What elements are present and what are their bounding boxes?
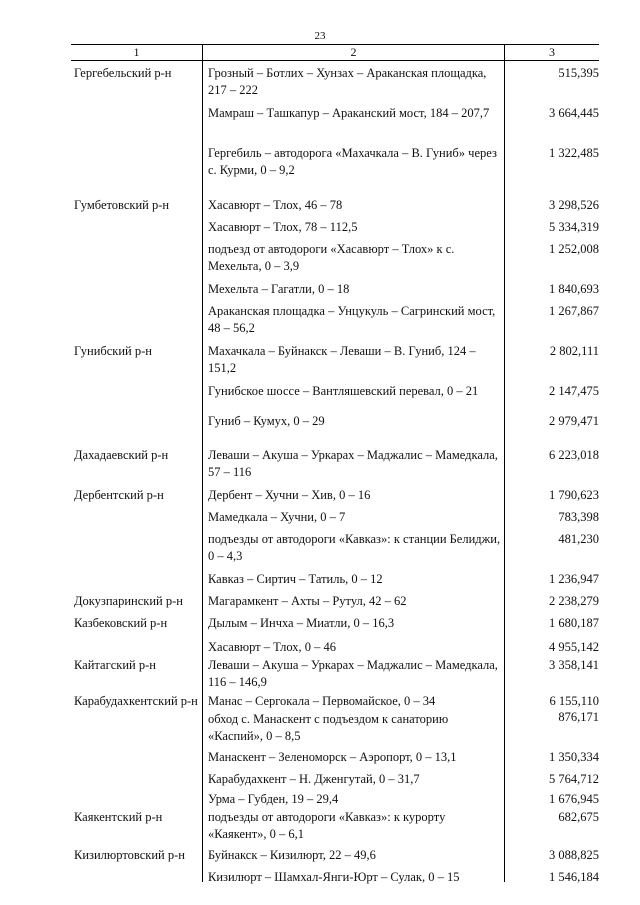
district-cell: Дахадаевский р-н	[74, 448, 169, 462]
value-cell: 5 764,712	[549, 772, 599, 786]
value-cell: 1 790,623	[549, 488, 599, 502]
value-cell: 1 252,008	[549, 242, 599, 256]
district-cell: Казбековский р-н	[74, 616, 168, 630]
value-cell: 3 664,445	[549, 106, 599, 120]
road-cell: Дербент – Хучни – Хив, 0 – 16	[208, 488, 371, 502]
road-cell: Мамедкала – Хучни, 0 – 7	[208, 510, 346, 524]
value-cell: 682,675	[558, 810, 599, 824]
road-cell: Гунибское шоссе – Вантляшевский перевал, 0 – 21	[208, 384, 479, 398]
district-cell: Кизилюртовский р-н	[74, 848, 185, 862]
road-cell: Магарамкент – Ахты – Рутул, 42 – 62	[208, 594, 407, 608]
value-cell: 3 358,141	[549, 658, 599, 672]
value-cell: 1 680,187	[549, 616, 599, 630]
road-cell: обход с. Манаскент с подъездом к санаторию «Каспий», 0 – 8,5	[208, 712, 449, 743]
header-col-3: 3	[504, 45, 599, 60]
value-cell: 4 955,142	[549, 640, 599, 654]
value-cell: 5 334,319	[549, 220, 599, 234]
header-col-2: 2	[202, 45, 504, 60]
district-cell: Карабудахкентский р-н	[74, 694, 198, 708]
header-col-1: 1	[133, 45, 140, 59]
district-cell: Гунибский р-н	[74, 344, 152, 358]
road-cell: Леваши – Акуша – Уркарах – Маджалис – Мамедкала, 116 – 146,9	[208, 658, 498, 689]
district-cell: Докузпаринский р-н	[74, 594, 183, 608]
road-cell: Грозный – Ботлих – Хунзах – Араканская площадка, 217 – 222	[208, 66, 487, 97]
road-cell: Урма – Губден, 19 – 29,4	[208, 792, 339, 806]
value-cell: 2 979,471	[549, 414, 599, 428]
value-cell: 1 676,945	[549, 792, 599, 806]
value-cell: 1 236,947	[549, 572, 599, 586]
value-cell: 6 155,110	[549, 694, 599, 708]
road-cell: Леваши – Акуша – Уркарах – Маджалис – Мамедкала, 57 – 116	[208, 448, 498, 479]
roads-table	[71, 44, 599, 882]
road-cell: подъезды от автодороги «Кавказ»: к курорту «Каякент», 0 – 6,1	[208, 810, 446, 841]
district-cell: Кайтагский р-н	[74, 658, 156, 672]
value-cell: 2 802,111	[549, 344, 599, 358]
value-cell: 2 238,279	[549, 594, 599, 608]
road-cell: Хасавюрт – Тлох, 78 – 112,5	[208, 220, 358, 234]
value-cell: 3 088,825	[549, 848, 599, 862]
value-cell: 481,230	[558, 532, 599, 546]
road-cell: подъезды от автодороги «Кавказ»: к станции Белиджи, 0 – 4,3	[208, 532, 501, 563]
district-cell: Гумбетовский р-н	[74, 198, 170, 212]
value-cell: 1 350,334	[549, 750, 599, 764]
value-cell: 1 840,693	[549, 282, 599, 296]
road-cell: Гуниб – Кумух, 0 – 29	[208, 414, 325, 428]
road-cell: Манаскент – Зеленоморск – Аэропорт, 0 – 13,1	[208, 750, 457, 764]
value-cell: 515,395	[558, 66, 599, 80]
road-cell: Кавказ – Сиртич – Татиль, 0 – 12	[208, 572, 383, 586]
value-cell: 6 223,018	[549, 448, 599, 462]
value-cell: 2 147,475	[549, 384, 599, 398]
value-cell: 3 298,526	[549, 198, 599, 212]
district-cell: Гергебельский р-н	[74, 66, 172, 80]
road-cell: Манас – Сергокала – Первомайское, 0 – 34	[208, 694, 436, 708]
value-cell: 1 267,867	[549, 304, 599, 318]
table-header	[71, 45, 599, 61]
road-cell: Дылым – Инчха – Миатли, 0 – 16,3	[208, 616, 395, 630]
table-body	[71, 61, 599, 882]
road-cell: Кизилюрт – Шамхал-Янги-Юрт – Сулак, 0 – 15	[208, 870, 460, 884]
column-divider	[202, 61, 203, 882]
district-cell: Дербентский р-н	[74, 488, 164, 502]
road-cell: Хасавюрт – Тлох, 0 – 46	[208, 640, 337, 654]
value-cell: 783,398	[558, 510, 599, 524]
road-cell: Мамраш – Ташкапур – Араканский мост, 184 – 207,7	[208, 106, 490, 120]
page-number: 23	[314, 30, 326, 42]
road-cell: Араканская площадка – Унцукуль – Сагринский мост, 48 – 56,2	[208, 304, 496, 335]
value-cell: 1 546,184	[549, 870, 599, 884]
road-cell: Хасавюрт – Тлох, 46 – 78	[208, 198, 343, 212]
district-cell: Каякентский р-н	[74, 810, 163, 824]
road-cell: Махачкала – Буйнакск – Леваши – В. Гуниб, 124 – 151,2	[208, 344, 476, 375]
column-divider	[504, 61, 505, 882]
road-cell: Буйнакск – Кизилюрт, 22 – 49,6	[208, 848, 376, 862]
road-cell: Гергебиль – автодорога «Махачкала – В. Гуниб» через с. Курми, 0 – 9,2	[208, 146, 497, 177]
value-cell: 1 322,485	[549, 146, 599, 160]
road-cell: Мехельта – Гагатли, 0 – 18	[208, 282, 350, 296]
road-cell: подъезд от автодороги «Хасавюрт – Тлох» к с. Мехельта, 0 – 3,9	[208, 242, 455, 273]
road-cell: Карабудахкент – Н. Дженгутай, 0 – 31,7	[208, 772, 420, 786]
value-cell: 876,171	[558, 710, 599, 724]
